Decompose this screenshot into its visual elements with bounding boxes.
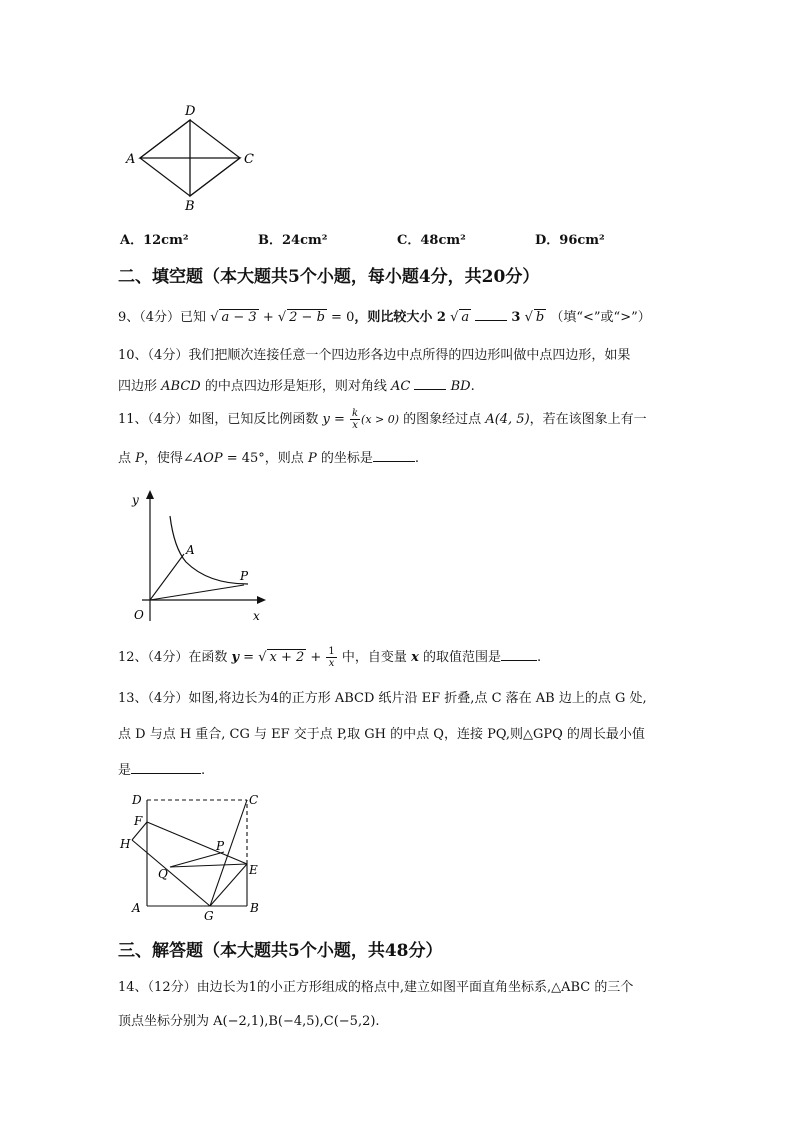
q10-ac: AC (390, 379, 411, 394)
q9-prefix: 9、（4分）已知 (118, 310, 207, 325)
q10-answer-blank[interactable] (414, 377, 446, 390)
sq-label-a: A (132, 901, 141, 915)
q9-eq: = 0 (331, 310, 355, 325)
graph-label-o: O (134, 608, 144, 622)
label-b: B (185, 199, 195, 214)
section-2-title: 二、填空题（本大题共5个小题，每小题4分，共20分） (118, 267, 540, 287)
q12-fraction: $\frac{1}{x}$ (328, 646, 335, 669)
sq-label-q: Q (158, 867, 168, 881)
q11-y: y (322, 412, 330, 427)
q9-radical-4: √ b (524, 310, 545, 325)
q12-end: . (536, 650, 542, 665)
option-a: A．12cm² (120, 233, 189, 248)
q11-text-b: 的图象经过点 (399, 412, 486, 427)
q9-radical-3: √ a (450, 310, 470, 325)
q12-text-a: 12、（4分）在函数 (118, 650, 232, 665)
q11-p2: P (307, 451, 317, 466)
q11-text-a: 11、（4分）如图，已知反比例函数 (118, 412, 323, 427)
folded-square-figure (118, 788, 278, 923)
sq-label-d: D (132, 793, 142, 807)
question-10-line-1: 10、（4分）我们把顺次连接任意一个四边形各边中点所得的四边形叫做中点四边形，如果 (118, 348, 631, 363)
q11-end: . (414, 451, 419, 466)
sq-label-b: B (250, 901, 259, 915)
question-12 (118, 646, 541, 669)
q10-abcd: ABCD (161, 379, 201, 394)
sq-label-e: E (249, 863, 258, 877)
q12-x: x (411, 650, 419, 665)
question-13-line-1: 13、（4分）如图,将边长为4的正方形 ABCD 纸片沿 EF 折叠,点 C 落在 AB 边上的点 G 处, (118, 691, 647, 706)
sq-label-c: C (249, 793, 259, 807)
graph-label-y: y (132, 493, 139, 507)
sq-label-g: G (204, 909, 214, 923)
q10-text-b: 的中点四边形是矩形，则对角线 (200, 379, 391, 394)
q13-end: . (201, 763, 206, 778)
option-c: C．48cm² (397, 233, 466, 248)
question-13-line-3 (118, 759, 205, 778)
option-d: D．96cm² (535, 233, 605, 248)
y-axis-arrow (146, 490, 154, 499)
graph-label-x: x (253, 609, 260, 623)
q11-cond: (x > 0) (361, 413, 400, 426)
q12-plus: + (306, 650, 326, 665)
question-14-line-2: 顶点坐标分别为 A(−2,1),B(−4,5),C(−5,2). (118, 1014, 380, 1029)
question-13-line-2: 点 D 与点 H 重合, CG 与 EF 交于点 P,取 GH 的中点 Q，连接 PQ,则△GPQ 的周长最小值 (118, 727, 645, 742)
q12-answer-blank[interactable] (501, 648, 537, 661)
option-b: B．24cm² (258, 233, 328, 248)
segment-cg (210, 800, 247, 906)
q11-fraction: $\frac{k}{x}$ (351, 408, 359, 431)
q9-tail: （填“<”或“>”） (550, 310, 651, 325)
rhombus-figure (120, 100, 270, 215)
q11-p: P (135, 451, 144, 466)
q10-bd: BD (450, 379, 471, 394)
q9-three: 3 (511, 310, 521, 325)
q9-answer-blank[interactable] (475, 308, 507, 321)
question-14-line-1: 14、（12分）由边长为1的小正方形组成的格点中,建立如图平面直角坐标系,△ABC 的三个 (118, 980, 634, 995)
q11-aop: AOP (193, 451, 223, 466)
q10-end: . (470, 379, 475, 394)
q9-radical-1: √ a − 3 (210, 310, 257, 325)
question-10-line-2 (118, 375, 475, 394)
segment-qe (170, 864, 247, 867)
graph-label-p: P (240, 569, 249, 583)
sq-label-h: H (120, 837, 131, 851)
q11-text-d: 点 (118, 451, 136, 466)
q11-text-f: = 45°，则点 (222, 451, 308, 466)
q11-text-g: 的坐标是 (316, 451, 373, 466)
question-11-line-2 (118, 447, 419, 466)
q13-text: 是 (118, 763, 132, 778)
hyperbola-curve (170, 516, 248, 584)
segment-op (150, 585, 244, 600)
q13-answer-blank[interactable] (131, 761, 201, 774)
q12-text-c: 的取值范围是 (418, 650, 501, 665)
graph-label-a: A (186, 543, 195, 557)
segment-hg (132, 840, 210, 906)
question-9 (118, 306, 651, 325)
segment-oa (150, 554, 184, 600)
q12-y: y (231, 650, 240, 665)
q12-text-b: 中，自变量 (337, 650, 412, 665)
label-d: D (185, 104, 196, 119)
question-11-line-1 (118, 408, 647, 431)
q10-text-a: 四边形 (118, 379, 162, 394)
q11-eq: = (329, 412, 349, 427)
label-c: C (244, 152, 254, 167)
inverse-function-graph (118, 486, 278, 631)
q9-radical-2: √ 2 − b (277, 310, 325, 325)
q12-eq: = (239, 650, 259, 665)
q12-radical: √ x + 2 (258, 650, 305, 665)
q11-point: A(4, 5) (485, 412, 530, 427)
q9-mid: ，则比较大小 2 (354, 310, 446, 325)
label-a: A (126, 152, 136, 167)
sq-label-p: P (216, 839, 225, 853)
sq-label-f: F (134, 814, 143, 828)
x-axis-arrow (257, 596, 266, 604)
q11-text-e: ，使得∠ (143, 451, 194, 466)
section-3-title: 三、解答题（本大题共5个小题，共48分） (118, 941, 443, 961)
q9-plus: + (262, 310, 274, 325)
q11-text-c: ，若在该图象上有一 (529, 412, 647, 427)
q11-answer-blank[interactable] (373, 449, 415, 462)
segment-ge (210, 864, 247, 906)
